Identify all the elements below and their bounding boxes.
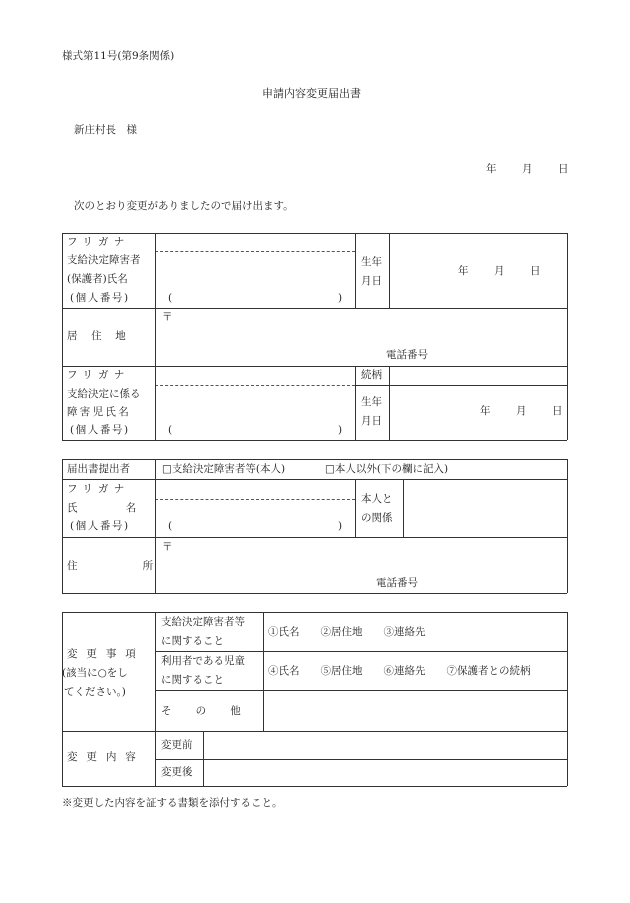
child-birth-year: 年 bbox=[480, 405, 491, 417]
personal-number-close: ) bbox=[338, 292, 343, 304]
child-personal-number-open: ( bbox=[168, 424, 173, 436]
child-birth-day: 日 bbox=[552, 405, 563, 417]
child-birth-month: 月 bbox=[516, 405, 527, 417]
submitter-option-other[interactable]: □本人以外(下の欄に記入) bbox=[325, 463, 449, 475]
page-title: 申請内容変更届出書 bbox=[262, 87, 361, 100]
relationship-label-1: 本人と bbox=[361, 493, 393, 505]
change-item-label-1: 変更事項 bbox=[67, 648, 145, 660]
personal-number-open: ( bbox=[168, 292, 173, 304]
intro-text: 次のとおり変更がありましたので届け出ます。 bbox=[74, 200, 294, 212]
child-birthdate-label-1: 生年 bbox=[361, 396, 382, 408]
submitter-phone-label: 電話番号 bbox=[376, 577, 418, 589]
submitter-postal-mark: 〒 bbox=[162, 541, 173, 553]
category-recipient-line2: に関すること bbox=[161, 635, 224, 647]
submitter-personal-number-label: (個人番号) bbox=[70, 520, 130, 532]
after-label: 変更後 bbox=[161, 766, 193, 778]
phone-label: 電話番号 bbox=[386, 349, 428, 361]
submitter-furigana-label: フリガナ bbox=[67, 483, 130, 495]
change-item-label-3: てください。) bbox=[64, 686, 126, 698]
submitter-personal-number-close: ) bbox=[338, 520, 343, 532]
form-number: 様式第11号(第9条関係) bbox=[62, 50, 175, 62]
personal-number-label: (個人番号) bbox=[70, 292, 130, 304]
category-child-line1: 利用者である児童 bbox=[161, 655, 245, 667]
submitter-option-self[interactable]: □支給決定障害者等(本人) bbox=[162, 463, 286, 475]
category-recipient-line1: 支給決定障害者等 bbox=[161, 616, 245, 628]
recipient-name-label-2: (保護者)氏名 bbox=[67, 273, 128, 285]
relationship-label-2: の関係 bbox=[361, 512, 393, 524]
recipient-name-label-1: 支給決定障害者 bbox=[67, 254, 141, 266]
category-child-line2: に関すること bbox=[161, 674, 224, 686]
relation-label: 続柄 bbox=[361, 369, 382, 381]
address-label: 住所 bbox=[67, 560, 219, 572]
change-content-label: 変更内容 bbox=[67, 751, 145, 763]
birth-day: 日 bbox=[530, 265, 541, 277]
child-personal-number-label: (個人番号) bbox=[70, 424, 130, 436]
category-child-options[interactable]: ④氏名 ⑤居住地 ⑥連絡先 ⑦保護者との続柄 bbox=[268, 665, 531, 677]
postal-mark: 〒 bbox=[162, 311, 173, 323]
before-label: 変更前 bbox=[161, 739, 193, 751]
child-personal-number-close: ) bbox=[338, 424, 343, 436]
footer-note: ※変更した内容を証する書類を添付すること。 bbox=[62, 797, 283, 809]
child-name-label-1: 支給決定に係る bbox=[67, 388, 141, 400]
submitter-label: 届出書提出者 bbox=[67, 463, 130, 475]
birth-month: 月 bbox=[494, 265, 505, 277]
furigana-label: フリガナ bbox=[67, 236, 130, 248]
other-label: その他 bbox=[161, 705, 265, 717]
category-recipient-options[interactable]: ①氏名 ②居住地 ③連絡先 bbox=[268, 626, 426, 638]
birthdate-label-2: 月日 bbox=[361, 275, 382, 287]
child-birthdate-label-2: 月日 bbox=[361, 415, 382, 427]
addressee: 新庄村長 様 bbox=[74, 124, 137, 136]
date-month: 月 bbox=[522, 163, 533, 175]
child-furigana-label: フリガナ bbox=[67, 369, 130, 381]
date-year: 年 bbox=[486, 163, 497, 175]
residence-label: 居住地 bbox=[67, 330, 140, 342]
change-item-label-2: (該当に○をし bbox=[62, 667, 128, 679]
submitter-personal-number-open: ( bbox=[168, 520, 173, 532]
birth-year: 年 bbox=[458, 265, 469, 277]
birthdate-label-1: 生年 bbox=[361, 256, 382, 268]
submitter-name-label: 氏名 bbox=[67, 502, 185, 514]
date-day: 日 bbox=[558, 163, 569, 175]
child-name-label-2: 障害児氏名 bbox=[67, 406, 132, 418]
